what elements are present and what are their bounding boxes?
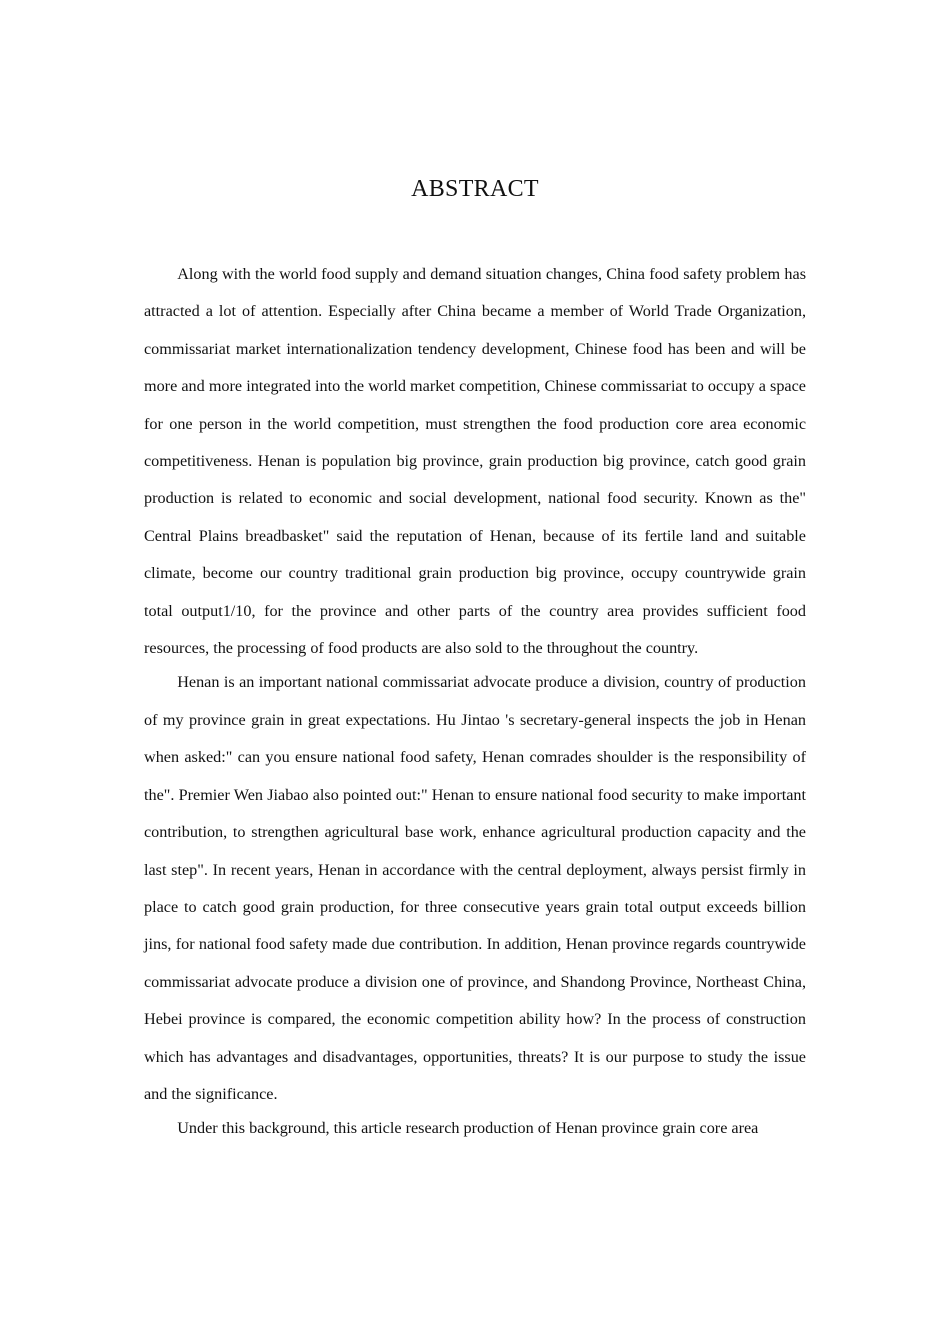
abstract-paragraph-3: Under this background, this article research production of Henan province grain core area <box>177 1119 759 1138</box>
abstract-paragraph-1: Along with the world food supply and demand situation changes, China food safety problem has attracted a lot of attention. Especially after China became a member of World Trade Organization, commissariat market internationalization tendency development, Chinese food has been and will be more and more integrated into the world market competition, Chinese commissariat to occupy a space for one person in the world competition, must strengthen the food production core area economic competitiveness. Henan is population big province, grain production big province, catch good grain production is related to economic and social development, national food security. Known as the" Central Plains breadbasket" said the reputation of Henan, because of its fertile land and suitable climate, become our country traditional grain production big province, occupy countrywide grain total output1/10, for the province and other parts of the country area provides sufficient food resources, the processing of food products are also sold to the throughout the country. <box>144 265 806 658</box>
abstract-paragraph-2: Henan is an important national commissariat advocate produce a division, country of production of my province grain in great expectations. Hu Jintao 's secretary-general inspects the job in Henan when asked:" can you ensure national food safety, Henan comrades shoulder is the responsibility of the". Premier Wen Jiabao also pointed out:" Henan to ensure national food security to make important contribution, to strengthen agricultural base work, enhance agricultural production capacity and the last step". In recent years, Henan in accordance with the central deployment, always persist firmly in place to catch good grain production, for three consecutive years grain total output exceeds billion jins, for national food safety made due contribution. In addition, Henan province regards countrywide commissariat advocate produce a division one of province, and Shandong Province, Northeast China, Hebei province is compared, the economic competition ability how? In the process of construction which has advantages and disadvantages, opportunities, threats? It is our purpose to study the issue and the significance. <box>144 673 806 1103</box>
abstract-title: ABSTRACT <box>411 176 539 202</box>
abstract-body <box>144 256 806 1148</box>
